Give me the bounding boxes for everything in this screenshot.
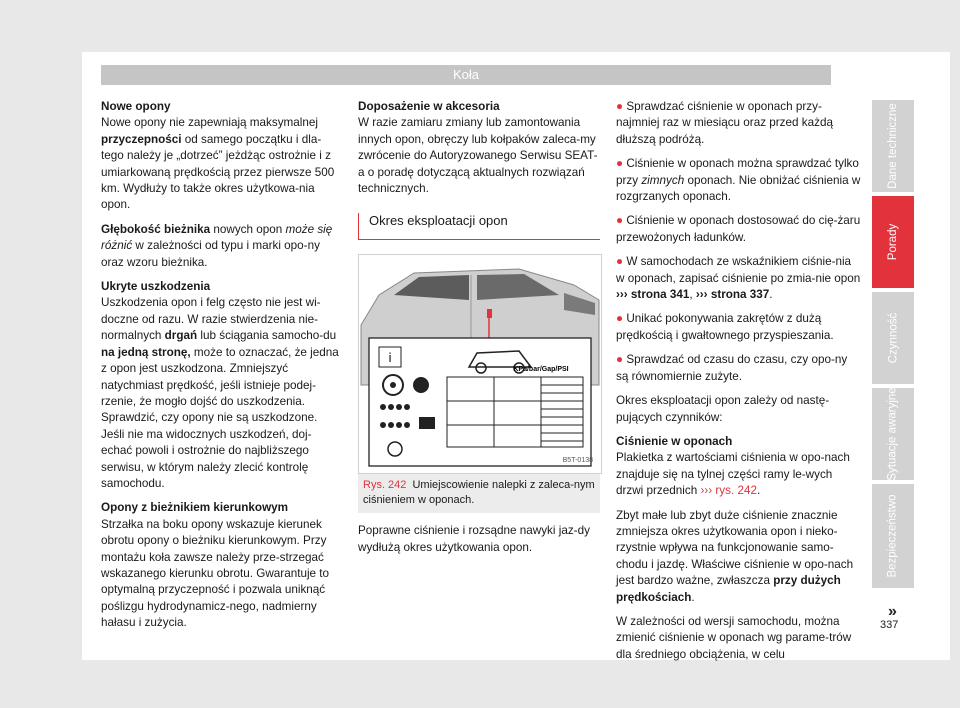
bullet-icon: ● xyxy=(616,214,624,228)
bullet-icon: ● xyxy=(616,157,624,171)
figure-link[interactable]: ››› rys. 242 xyxy=(700,484,757,498)
bullet-item: ● Sprawdzać ciśnienie w oponach przy-najmniej raz w miesiącu oraz przed każdą dłuższą podróżą. xyxy=(616,100,833,146)
paragraph: Uszkodzenia opon i felg często nie jest wi-doczne od razu. W razie stwierdzenia nie-normalnych drgań lub ściągania samocho-du na jedną stronę, może to oznaczać, że jedna z opon jest uszkodzona. Zmniejszyć natychmiast prędkość, jeśli istnieje podej-rzenie, że mogło dojść do uszkodzenia. Sprawdzić, czy opony nie są uszkodzone. Jeśli nie ma widocznych uszkodzeń, doj-echać powoli i ostrożnie do najbliższego serwisu, w którym należy zlecić kontrolę samochodu. xyxy=(101,296,339,490)
bullet-item: ● Ciśnienie w oponach można sprawdzać tylko przy zimnych oponach. Nie obniżać ciśnienia w rozgrzanych oponach. xyxy=(616,157,861,204)
paragraph: Zbyt małe lub zbyt duże ciśnienie znacznie zmniejsza okres użytkowania opon i nieko-rzystnie wpływa na funkcjonowanie samo-chodu i jazdę. Właściwe ciśnienie w opo-nach jest bardzo ważne, zwłaszcza przy dużych prędkościach. xyxy=(616,508,854,604)
heading-tire-pressure: Ciśnienie w oponach xyxy=(616,434,733,448)
heading-accessories: Doposażenie w akcesoria xyxy=(358,100,500,113)
bullet-item: ● W samochodach ze wskaźnikiem ciśnie-nia w oponach, zapisać ciśnienie po zmia-nie opon ››› strona 341, ››› strona 337. xyxy=(616,255,861,302)
paragraph: Głębokość bieżnika nowych opon może się różnić w zależności od typu i marki opo-ny oraz wzoru bieżnika. xyxy=(101,222,333,269)
figure-number: Rys. 242 xyxy=(363,479,407,492)
column-3 xyxy=(616,99,861,671)
section-title: Okres eksploatacji opon xyxy=(358,213,600,240)
heading-directional-tires: Opony z bieżnikiem kierunkowym xyxy=(101,501,289,515)
bullet-item: ● Ciśnienie w oponach dostosować do cię-żaru przewożonych ładunków. xyxy=(616,214,861,244)
svg-text:i: i xyxy=(388,351,392,366)
bullet-icon: ● xyxy=(616,312,624,326)
page-link-337[interactable]: ››› strona 337 xyxy=(695,288,770,302)
figure-code: B5T-0138 xyxy=(562,457,593,465)
paragraph: Plakietka z wartościami ciśnienia w opo-nach znajduje się na tylnej części ramy le-wych drzwi przednich ››› rys. 242. xyxy=(616,451,850,498)
continue-icon: » xyxy=(888,603,897,620)
header-title: Koła xyxy=(452,67,480,82)
tab-technical-data[interactable]: Dane techniczne xyxy=(872,100,914,192)
bullet-icon: ● xyxy=(616,255,624,269)
paragraph: W zależności od wersji samochodu, można zmienić ciśnienie w oponach wg parame-trów dla średniego obciążenia, w celu xyxy=(616,614,852,661)
bullet-icon: ● xyxy=(616,100,624,113)
tab-safety[interactable]: Bezpieczeństwo xyxy=(872,484,914,588)
caption-text: Umiejscowienie nalepki z zaleca-nym ciśnieniem w oponach. xyxy=(363,479,595,507)
figure-tire-pressure-label xyxy=(358,254,602,474)
bullet-item: ● Unikać pokonywania zakrętów z dużą prędkością i gwałtownego przyspieszania. xyxy=(616,312,834,342)
bullet-item: ● Sprawdzać od czasu do czasu, czy opo-ny są równomiernie zużyte. xyxy=(616,353,848,383)
car-sticker-illustration xyxy=(359,255,601,473)
page-link-341[interactable]: ››› strona 341 xyxy=(616,288,690,302)
column-2 xyxy=(358,99,600,564)
bullet-icon: ● xyxy=(616,353,624,367)
heading-hidden-damage: Ukryte uszkodzenia xyxy=(101,280,211,294)
paragraph: Okres eksploatacji opon zależy od nastę-pujących czynników: xyxy=(616,394,830,424)
heading-new-tires: Nowe opony xyxy=(101,100,171,113)
paragraph: W razie zamiaru zmiany lub zamontowania innych opon, obręczy lub kołpaków zaleca-my zwrócenie do Autoryzowanego Serwisu SEAT-a o poradę dotyczącą aktualnych rozwiązań technicznych. xyxy=(358,116,598,196)
pressure-unit-label: KPa/bar/Gap/PSI xyxy=(513,366,569,374)
tab-tips[interactable]: Porady xyxy=(872,196,914,288)
paragraph: Strzałka na boku opony wskazuje kierunek obrotu opony o bieżniku kierunkowym. Przy montażu koła zawsze należy prze-strzegać wskazanego kierunku obrotu. Gwarantuje to optymalną przyczepność i pozwala uniknąć poślizgu hydrodynamicz-nego, nadmierny hałasu i zużycia. xyxy=(101,517,330,630)
page-number: 337 xyxy=(880,619,899,631)
column-1 xyxy=(101,99,341,640)
page-header xyxy=(101,65,831,85)
paragraph: Poprawne ciśnienie i rozsądne nawyki jaz-dy wydłużą okres użytkowania opon. xyxy=(358,524,590,554)
figure-caption xyxy=(358,474,600,513)
tab-emergencies[interactable]: Sytuacje awaryjne xyxy=(872,388,914,480)
paragraph: Nowe opony nie zapewniają maksymalnej przyczepności od samego początku i dla-tego należy je „dotrzeć” jeżdżąc ostrożnie i z umiarkowaną prędkością przez pierwsze 500 km. Wydłuży to także okres użytkowa-nia opon. xyxy=(101,116,335,212)
tab-operation[interactable]: Czynność xyxy=(872,292,914,384)
